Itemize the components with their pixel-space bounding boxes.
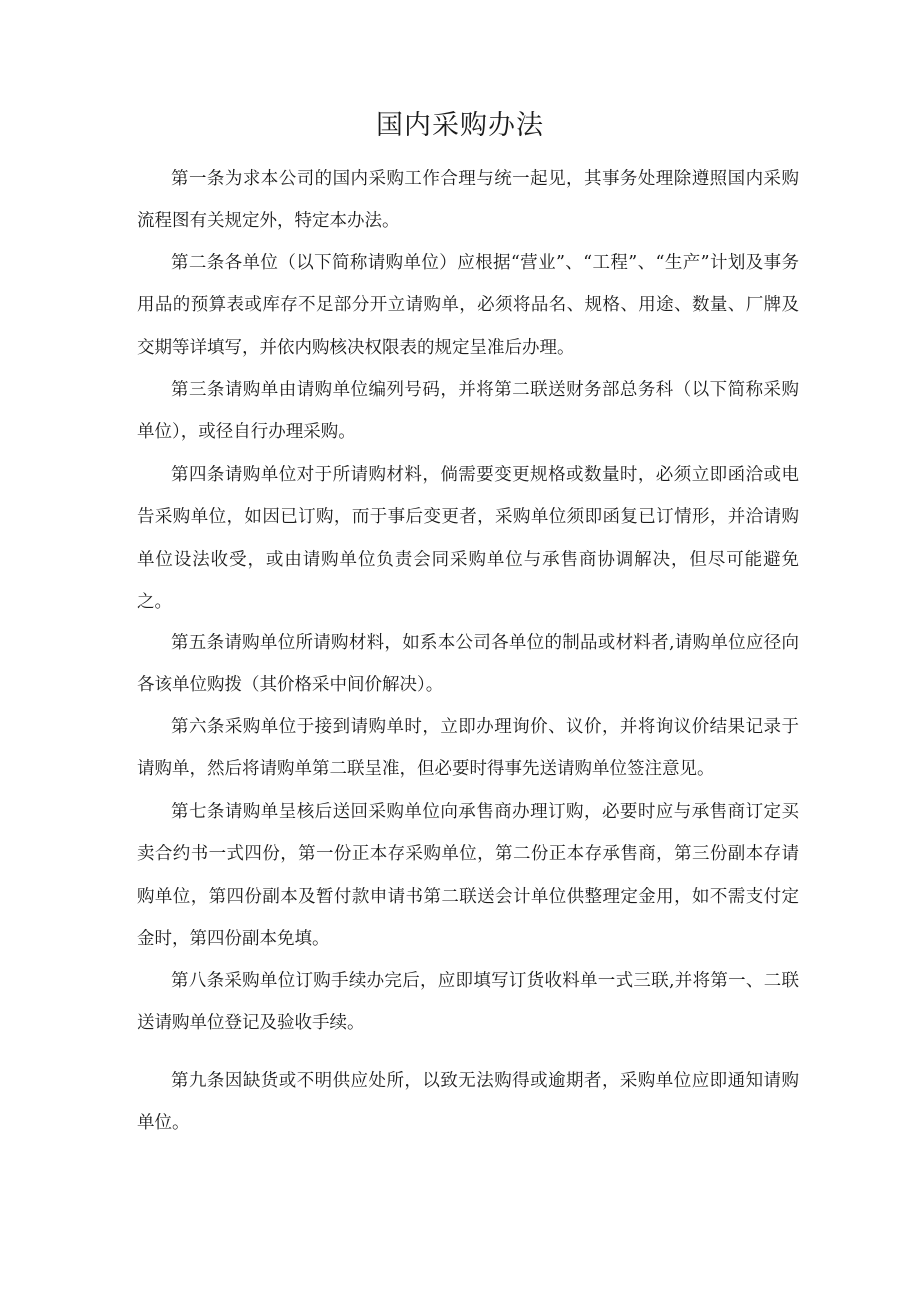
article-1: 第一条为求本公司的国内采购工作合理与统一起见，其事务处理除遵照国内采购流程图有关规定外，特定本办法。 <box>137 169 799 232</box>
article-5: 第五条请购单位所请购材料，如系本公司各单位的制品或材料者,请购单位应径向各该单位购拨（其价格采中间价解决）。 <box>137 633 799 696</box>
document-title: 国内采购办法 <box>376 110 544 141</box>
article-3: 第三条请购单由请购单位编列号码，并将第二联送财务部总务科（以下简称采购单位），或径自行办理采购。 <box>137 380 799 443</box>
article-2: 第二条各单位（以下简称请购单位）应根据“营业”、“工程”、“生产”计划及事务用品的预算表或库存不足部分开立请购单，必须将品名、规格、用途、数量、厂牌及交期等详填写，并依内购核决权限表的规定呈准后办理。 <box>137 253 799 358</box>
article-8: 第八条采购单位订购手续办完后，应即填写订货收料单一式三联,并将第一、二联送请购单位登记及验收手续。 <box>137 971 799 1034</box>
article-7: 第七条请购单呈核后送回采购单位向承售商办理订购，必要时应与承售商订定买卖合约书一式四份，第一份正本存采购单位，第二份正本存承售商，第三份副本存请购单位，第四份副本及暂付款申请书第二联送会计单位供整理定金用，如不需支付定金时，第四份副本免填。 <box>137 802 799 950</box>
article-6: 第六条采购单位于接到请购单时，立即办理询价、议价，并将询议价结果记录于请购单，然后将请购单第二联呈准，但必要时得事先送请购单位签注意见。 <box>137 717 799 780</box>
article-4: 第四条请购单位对于所请购材料，倘需要变更规格或数量时，必须立即函洽或电告采购单位，如因已订购，而于事后变更者，采购单位须即函复已订情形，并洽请购单位设法收受，或由请购单位负责会同采购单位与承售商协调解决，但尽可能避免之。 <box>137 465 799 613</box>
article-9: 第九条因缺货或不明供应处所，以致无法购得或逾期者，采购单位应即通知请购单位。 <box>137 1071 799 1134</box>
